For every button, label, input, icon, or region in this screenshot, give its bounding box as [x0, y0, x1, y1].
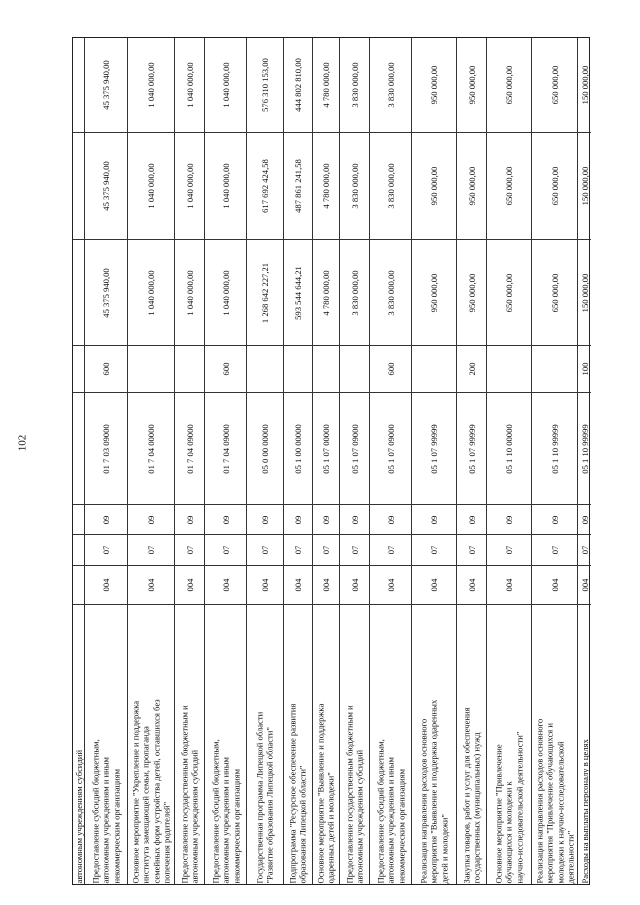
cell-target: [175, 393, 204, 505]
cell-text: 07: [100, 545, 111, 555]
cell-desc: [370, 605, 411, 886]
cell-s1: [128, 240, 174, 346]
cell-target: [457, 393, 486, 505]
cell-text: 004: [466, 578, 477, 592]
cell-text: 150 000,00: [579, 65, 590, 105]
cell-text: 07: [428, 545, 439, 555]
cell-text: Основное мероприятие "Привлечение обучающихся и молодежи к научно-исследовательской деятельности": [493, 731, 525, 883]
cell-code: [457, 566, 486, 605]
cell-s1: [532, 240, 577, 346]
cell-text: 004: [145, 578, 156, 592]
cell-text: 650 000,00: [549, 65, 560, 105]
cell-text: 950 000,00: [466, 166, 477, 206]
table-row: [412, 38, 457, 884]
cell-text: 09: [184, 515, 195, 524]
cell-text: Предоставление субсидий бюджетным, автономным учреждениям и иным некоммерческим организациям: [375, 738, 406, 883]
page-number: 102: [16, 434, 28, 452]
cell-code: [487, 566, 531, 605]
cell-text: 100: [579, 362, 590, 376]
cell-sub: [205, 505, 246, 535]
cell-s2: [284, 133, 312, 240]
cell-sub: [457, 505, 486, 535]
cell-s2: [205, 133, 246, 240]
cell-text: 004: [549, 578, 560, 592]
cell-text: 07: [503, 545, 514, 555]
cell-target: [370, 393, 411, 505]
cell-text: 45 375 940,00: [100, 267, 111, 318]
cell-sec: [85, 535, 127, 566]
cell-text: 600: [100, 362, 111, 376]
cell-sub: [313, 505, 339, 535]
cell-s1: [284, 240, 312, 346]
cell-s1: [340, 240, 369, 346]
cell-vr: [85, 346, 127, 393]
cell-sub: [412, 505, 456, 535]
table-row: [73, 38, 85, 884]
cell-s1: [247, 240, 283, 346]
cell-s1: [578, 240, 591, 346]
cell-sub: [284, 505, 312, 535]
cell-target: [247, 393, 283, 505]
cell-text: 444 802 810,00: [292, 58, 303, 112]
cell-desc: [85, 605, 127, 886]
cell-target: [73, 393, 84, 505]
cell-target: [487, 393, 531, 505]
cell-text: 09: [428, 515, 439, 524]
cell-code: [313, 566, 339, 605]
cell-text: 150 000,00: [579, 166, 590, 206]
cell-s1: [487, 240, 531, 346]
cell-target: [578, 393, 591, 505]
cell-sub: [85, 505, 127, 535]
cell-vr: [247, 346, 283, 393]
cell-text: 07: [259, 545, 270, 555]
cell-sub: [175, 505, 204, 535]
cell-desc: [175, 605, 204, 886]
cell-text: 09: [579, 515, 590, 524]
cell-s2: [247, 133, 283, 240]
cell-vr: [313, 346, 339, 393]
cell-text: 05 0 00 00000: [259, 423, 270, 474]
table-row: [487, 38, 532, 884]
cell-s3: [73, 38, 84, 133]
cell-text: 09: [320, 515, 331, 524]
cell-text: 09: [220, 515, 231, 524]
cell-s3: [487, 38, 531, 133]
cell-text: 1 040 000,00: [220, 62, 231, 108]
cell-s3: [247, 38, 283, 133]
cell-vr: [487, 346, 531, 393]
table-row: [247, 38, 284, 884]
cell-s2: [128, 133, 174, 240]
cell-text: 004: [320, 578, 331, 592]
cell-vr: [73, 346, 84, 393]
cell-text: 09: [385, 515, 396, 524]
cell-text: Предоставление государственным бюджетным и автономным учреждениям субсидий: [179, 704, 200, 883]
cell-s3: [313, 38, 339, 133]
cell-text: 1 040 000,00: [184, 62, 195, 108]
cell-text: 3 830 000,00: [349, 269, 360, 316]
cell-text: 004: [220, 578, 231, 592]
cell-vr: [284, 346, 312, 393]
cell-text: 200: [466, 362, 477, 376]
table-row: [128, 38, 175, 884]
cell-vr: [578, 346, 591, 393]
cell-s3: [370, 38, 411, 133]
table-row: [284, 38, 313, 884]
cell-s1: [85, 240, 127, 346]
cell-text: Закупка товаров, работ и услуг для обеспечения государственных (муниципальных) нужд: [461, 706, 482, 883]
cell-sec: [487, 535, 531, 566]
table-row: [532, 38, 578, 884]
cell-text: 07: [579, 545, 590, 555]
cell-sec: [205, 535, 246, 566]
cell-text: 576 310 153,00: [259, 58, 270, 112]
cell-text: 05 1 10 99999: [549, 423, 560, 474]
cell-target: [284, 393, 312, 505]
cell-desc: [457, 605, 486, 886]
cell-target: [85, 393, 127, 505]
table-row: [175, 38, 205, 884]
cell-code: [128, 566, 174, 605]
cell-text: 3 830 000,00: [349, 62, 360, 108]
cell-desc: [532, 605, 577, 886]
cell-text: 01 7 03 09000: [100, 423, 111, 474]
cell-desc: [247, 605, 283, 886]
cell-s1: [205, 240, 246, 346]
cell-text: 09: [503, 515, 514, 524]
cell-text: 004: [184, 578, 195, 592]
cell-text: 600: [220, 362, 231, 376]
cell-sub: [128, 505, 174, 535]
budget-table: [72, 37, 590, 885]
cell-s3: [175, 38, 204, 133]
cell-text: 01 7 04 09000: [220, 423, 231, 474]
cell-s2: [175, 133, 204, 240]
cell-text: 01 7 04 09000: [184, 423, 195, 474]
cell-target: [340, 393, 369, 505]
cell-vr: [370, 346, 411, 393]
cell-text: 07: [145, 545, 156, 555]
cell-text: 950 000,00: [428, 65, 439, 105]
cell-text: 617 692 424,58: [259, 159, 270, 213]
cell-vr: [532, 346, 577, 393]
cell-sec: [247, 535, 283, 566]
cell-text: 593 544 644,21: [292, 265, 303, 320]
cell-text: 1 040 000,00: [145, 269, 156, 316]
cell-text: 07: [349, 545, 360, 555]
cell-desc: [205, 605, 246, 886]
cell-text: 1 040 000,00: [220, 163, 231, 209]
cell-text: 650 000,00: [503, 273, 514, 312]
cell-text: 07: [549, 545, 560, 555]
cell-s1: [412, 240, 456, 346]
cell-sec: [128, 535, 174, 566]
cell-text: 950 000,00: [466, 65, 477, 105]
cell-s2: [73, 133, 84, 240]
cell-text: 05 1 07 99999: [428, 423, 439, 474]
cell-vr: [340, 346, 369, 393]
cell-text: Предоставление субсидий бюджетным, автономным учреждениям и иным некоммерческим организациям: [90, 738, 122, 883]
cell-text: 07: [292, 545, 303, 555]
cell-s3: [457, 38, 486, 133]
cell-text: 004: [579, 578, 590, 592]
cell-text: 05 1 10 99999: [579, 423, 590, 474]
cell-text: Основное мероприятие "Выявление и поддержка одаренных детей и молодежи": [315, 703, 336, 883]
cell-text: Предоставление субсидий бюджетным, автономным учреждениям и иным некоммерческим организациям: [210, 738, 241, 883]
cell-text: 487 861 241,58: [292, 159, 303, 213]
cell-text: 1 040 000,00: [184, 163, 195, 209]
cell-sub: [73, 505, 84, 535]
cell-text: 004: [503, 578, 514, 592]
cell-s3: [412, 38, 456, 133]
cell-sec: [340, 535, 369, 566]
cell-text: 09: [466, 515, 477, 524]
cell-text: 05 1 07 99999: [466, 423, 477, 474]
cell-text: 650 000,00: [549, 273, 560, 312]
cell-text: 07: [466, 545, 477, 555]
cell-text: 3 830 000,00: [349, 163, 360, 209]
table-row: [457, 38, 487, 884]
cell-s2: [532, 133, 577, 240]
cell-text: 45 375 940,00: [100, 60, 111, 110]
cell-s3: [128, 38, 174, 133]
cell-text: 3 830 000,00: [385, 62, 396, 108]
table-row: [578, 38, 591, 884]
cell-text: 05 1 07 00000: [320, 423, 331, 474]
cell-text: 650 000,00: [503, 166, 514, 206]
cell-text: 4 780 000,00: [320, 269, 331, 316]
cell-sec: [370, 535, 411, 566]
cell-text: 004: [428, 578, 439, 592]
cell-text: автономным учреждениям субсидий: [73, 749, 84, 883]
cell-code: [247, 566, 283, 605]
cell-text: 1 040 000,00: [220, 269, 231, 316]
cell-s1: [73, 240, 84, 346]
cell-sec: [532, 535, 577, 566]
cell-s2: [85, 133, 127, 240]
cell-sec: [284, 535, 312, 566]
cell-s1: [457, 240, 486, 346]
cell-text: 150 000,00: [579, 273, 590, 312]
cell-vr: [457, 346, 486, 393]
cell-text: 3 830 000,00: [385, 269, 396, 316]
cell-text: 09: [145, 515, 156, 524]
cell-text: 950 000,00: [466, 273, 477, 312]
cell-text: 07: [220, 545, 231, 555]
cell-sec: [73, 535, 84, 566]
cell-text: 09: [100, 515, 111, 524]
cell-text: 600: [385, 362, 396, 376]
cell-desc: [73, 605, 84, 886]
cell-s3: [205, 38, 246, 133]
cell-sub: [578, 505, 591, 535]
cell-text: 09: [259, 515, 270, 524]
cell-text: Основное мероприятие "Укрепление и поддержка института замещающей семьи, пропаганда семейных форм устройства детей, оставшихся без попечения родителей": [130, 698, 172, 883]
cell-target: [128, 393, 174, 505]
cell-code: [175, 566, 204, 605]
cell-text: 1 040 000,00: [184, 269, 195, 316]
table-row: [340, 38, 370, 884]
cell-text: Расходы на выплаты персоналу в целях: [579, 738, 590, 883]
cell-text: 05 1 07 09000: [349, 423, 360, 474]
cell-text: 004: [292, 578, 303, 592]
cell-text: 1 268 642 227,21: [259, 262, 270, 323]
table-row: [85, 38, 128, 884]
cell-sub: [532, 505, 577, 535]
cell-text: 650 000,00: [549, 166, 560, 206]
cell-text: 1 040 000,00: [145, 62, 156, 108]
cell-target: [532, 393, 577, 505]
cell-s2: [370, 133, 411, 240]
cell-sub: [340, 505, 369, 535]
cell-code: [412, 566, 456, 605]
cell-desc: [313, 605, 339, 886]
cell-sec: [578, 535, 591, 566]
cell-text: 004: [385, 578, 396, 592]
cell-code: [85, 566, 127, 605]
cell-desc: [578, 605, 591, 886]
cell-text: 09: [349, 515, 360, 524]
cell-sec: [412, 535, 456, 566]
cell-text: 650 000,00: [503, 65, 514, 105]
cell-text: Реализация направления расходов основного мероприятия "Привлечение обучающихся и молодежи к научно-исследовательской деятельности": [533, 718, 575, 883]
cell-desc: [128, 605, 174, 886]
cell-text: 09: [292, 515, 303, 524]
cell-text: 07: [320, 545, 331, 555]
cell-vr: [175, 346, 204, 393]
cell-code: [578, 566, 591, 605]
cell-code: [73, 566, 84, 605]
cell-target: [412, 393, 456, 505]
table-row: [313, 38, 340, 884]
cell-s2: [340, 133, 369, 240]
cell-sec: [457, 535, 486, 566]
table-row: [205, 38, 247, 884]
cell-s1: [313, 240, 339, 346]
cell-target: [313, 393, 339, 505]
table-row: [370, 38, 412, 884]
cell-text: 004: [259, 578, 270, 592]
cell-vr: [412, 346, 456, 393]
cell-s2: [487, 133, 531, 240]
cell-text: Подпрограмма "Ресурсное обеспечение развития образования Липецкой области": [287, 703, 308, 883]
cell-code: [340, 566, 369, 605]
cell-text: 07: [385, 545, 396, 555]
cell-text: 1 040 000,00: [145, 163, 156, 209]
cell-s3: [578, 38, 591, 133]
cell-sub: [247, 505, 283, 535]
cell-sub: [370, 505, 411, 535]
cell-s3: [85, 38, 127, 133]
cell-desc: [340, 605, 369, 886]
cell-text: 004: [100, 578, 111, 592]
cell-vr: [205, 346, 246, 393]
cell-s3: [340, 38, 369, 133]
cell-sec: [313, 535, 339, 566]
cell-text: 004: [349, 578, 360, 592]
cell-s3: [284, 38, 312, 133]
cell-text: 4 780 000,00: [320, 163, 331, 209]
cell-code: [370, 566, 411, 605]
cell-code: [284, 566, 312, 605]
cell-text: 05 1 07 09000: [385, 423, 396, 474]
cell-text: 45 375 940,00: [100, 161, 111, 211]
cell-text: 05 1 10 00000: [503, 423, 514, 474]
cell-sec: [175, 535, 204, 566]
cell-text: 09: [549, 515, 560, 524]
cell-text: 950 000,00: [428, 273, 439, 312]
cell-sub: [487, 505, 531, 535]
cell-text: 05 1 00 00000: [292, 423, 303, 474]
cell-code: [205, 566, 246, 605]
cell-code: [532, 566, 577, 605]
cell-s1: [175, 240, 204, 346]
cell-s2: [412, 133, 456, 240]
cell-desc: [487, 605, 531, 886]
cell-s2: [313, 133, 339, 240]
cell-text: 3 830 000,00: [385, 163, 396, 209]
cell-text: 01 7 04 00000: [145, 423, 156, 474]
cell-text: Государственная программа Липецкой области "Развитие образования Липецкой области": [254, 711, 275, 883]
cell-s2: [457, 133, 486, 240]
cell-desc: [412, 605, 456, 886]
cell-text: Реализация направления расходов основного мероприятия "Выявление и поддержка одаренных детей и молодежи": [418, 699, 450, 883]
cell-s1: [370, 240, 411, 346]
cell-desc: [284, 605, 312, 886]
cell-text: 4 780 000,00: [320, 62, 331, 108]
cell-s2: [578, 133, 591, 240]
cell-text: 07: [184, 545, 195, 555]
cell-vr: [128, 346, 174, 393]
cell-s3: [532, 38, 577, 133]
cell-target: [205, 393, 246, 505]
cell-text: 950 000,00: [428, 166, 439, 206]
cell-text: Предоставление государственным бюджетным и автономным учреждениям субсидий: [344, 704, 365, 883]
